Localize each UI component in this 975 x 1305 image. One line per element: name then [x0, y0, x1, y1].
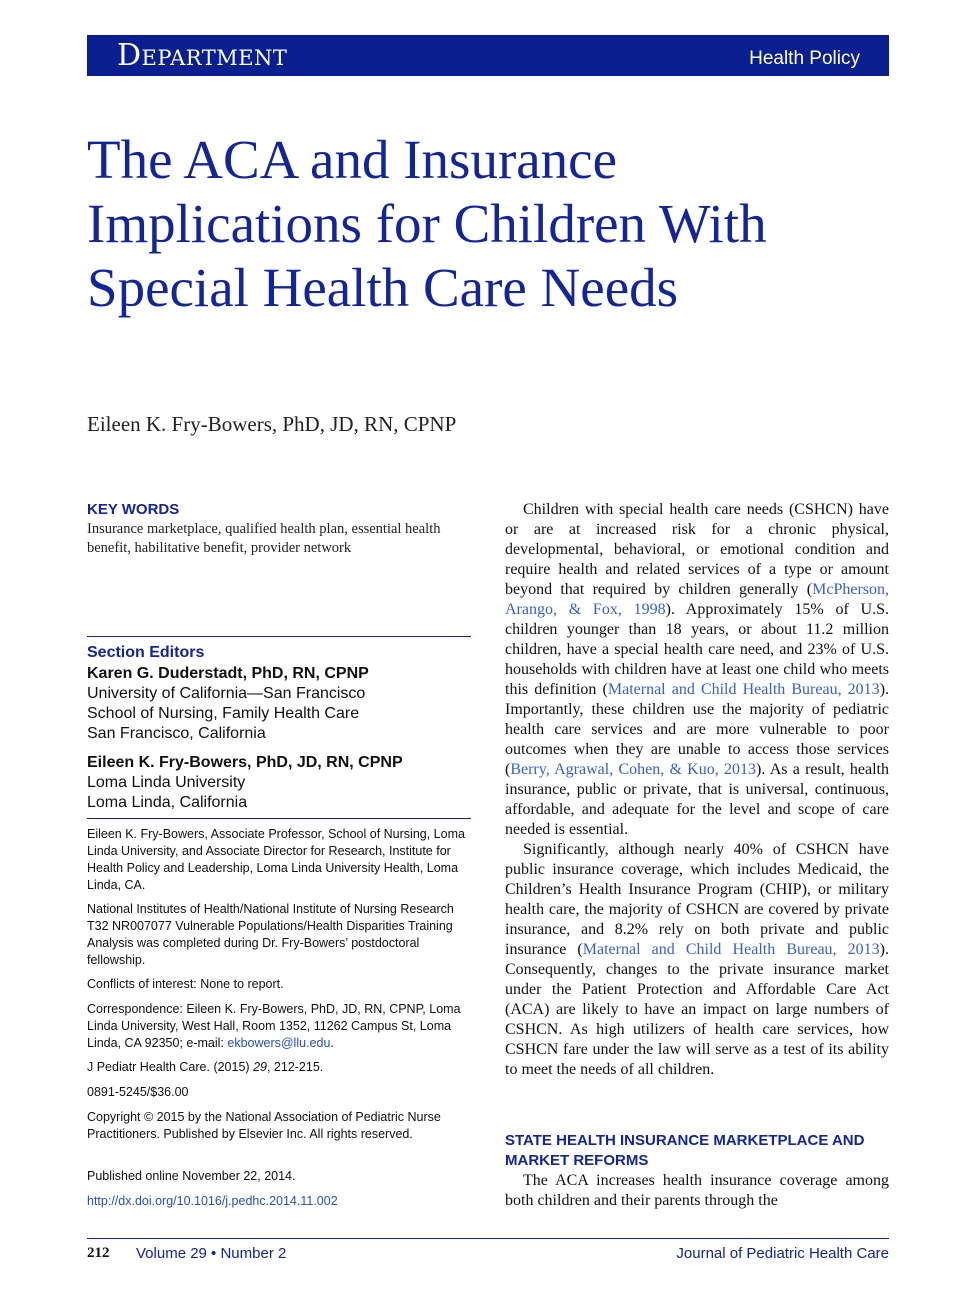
divider	[87, 818, 471, 819]
body-paragraph-3: The ACA increases health insurance coverage among both children and their parents through the	[505, 1172, 889, 1209]
issn-note: 0891-5245/$36.00	[87, 1085, 189, 1099]
citation-note	[87, 1059, 471, 1076]
volume-info: Volume 29 • Number 2	[136, 1245, 287, 1262]
section-label: Health Policy	[749, 48, 860, 69]
editor-1	[87, 664, 471, 744]
citation-prefix: J Pediatr Health Care. (2015)	[87, 1060, 254, 1074]
department-label: Department	[117, 38, 288, 73]
editor-1-affil-3: San Francisco, California	[87, 725, 266, 742]
keywords-text: Insurance marketplace, qualified health plan, essential health benefit, habilitative benefit, provider network	[87, 521, 441, 556]
conflicts-note: Conflicts of interest: None to report.	[87, 977, 284, 991]
body-paragraph-2: Significantly, although nearly 40% of CSHCN have public insurance coverage, which includes Medicaid, the Children’s Health Insurance Program (CHIP), or military health care, the majority of CSHCN are covered by private insurance, and 8.2% rely on both private and public insurance (Maternal and Child Health Bureau, 2013). Consequently, changes to the private insurance market under the Patient Protection and Affordable Care Act (ACA) are likely to have an impact on large numbers of CSHCN. As high utilizers of health care services, how CSHCN fare under the law will serve as a test of its ability to meet the needs of all children.	[505, 841, 889, 1078]
citation-volume: 29	[253, 1060, 267, 1074]
citation-link[interactable]: McPherson, Arango, & Fox, 1998	[505, 581, 889, 618]
editor-1-name: Karen G. Duderstadt, PhD, RN, CPNP	[87, 665, 369, 682]
citation-pages: , 212-215.	[266, 1060, 324, 1074]
editor-2-affil-2: Loma Linda, California	[87, 794, 248, 811]
citation-link[interactable]: Maternal and Child Health Bureau, 2013	[582, 941, 880, 958]
editor-2	[87, 753, 471, 813]
citation-link[interactable]: Berry, Agrawal, Cohen, & Kuo, 2013	[510, 761, 756, 778]
department-banner	[87, 35, 889, 76]
correspondence-text: Correspondence: Eileen K. Fry-Bowers, PhD, JD, RN, CPNP, Loma Linda University, West Hall, Room 1352, 11262 Campus St, Loma Linda, CA 92350; e-mail:	[87, 1002, 461, 1050]
keywords-heading: KEY WORDS	[87, 501, 180, 518]
section-heading: STATE HEALTH INSURANCE MARKETPLACE AND MARKET REFORMS	[505, 1132, 865, 1169]
doi-link[interactable]: http://dx.doi.org/10.1016/j.pedhc.2014.11.002	[87, 1194, 338, 1208]
journal-name: Journal of Pediatric Health Care	[676, 1245, 889, 1262]
body-section	[505, 1171, 889, 1211]
divider	[87, 636, 471, 637]
section-editors-heading: Section Editors	[87, 644, 205, 661]
copyright-note: Copyright © 2015 by the National Association of Pediatric Nurse Practitioners. Published by Elsevier Inc. All rights reserved.	[87, 1110, 441, 1141]
email-link[interactable]: ekbowers@llu.edu	[227, 1036, 331, 1050]
correspondence-note	[87, 1001, 471, 1052]
editor-1-affil-1: University of California—San Francisco	[87, 685, 366, 702]
body-intro	[505, 500, 889, 1080]
funding-note: National Institutes of Health/National Institute of Nursing Research T32 NR007077 Vulnerable Populations/Health Disparities Training Analysis was completed during Dr. Fry-Bowers’ postdoctoral fellowship.	[87, 902, 454, 967]
article-title: The ACA and Insurance Implications for Children With Special Health Care Needs	[87, 129, 767, 318]
page-number: 212	[87, 1245, 110, 1261]
editor-2-affil-1: Loma Linda University	[87, 774, 246, 791]
editor-1-affil-2: School of Nursing, Family Health Care	[87, 705, 360, 722]
author-affiliation-note: Eileen K. Fry-Bowers, Associate Professor, School of Nursing, Loma Linda University, and Associate Director for Research, Institute for Health Policy and Leadership, Loma Linda University Health, Loma Linda, CA.	[87, 827, 465, 892]
article-author: Eileen K. Fry-Bowers, PhD, JD, RN, CPNP	[87, 412, 457, 436]
correspondence-end: .	[330, 1036, 334, 1050]
citation-link[interactable]: Maternal and Child Health Bureau, 2013	[607, 681, 880, 698]
body-paragraph-1: Children with special health care needs (CSHCN) have or are at increased risk for a chronic physical, developmental, behavioral, or emotional condition and require health and related services of a type or amount beyond that required by children generally (McPherson, Arango, & Fox, 1998). Approximately 15% of U.S. children younger than 18 years, or about 11.2 million children, have a special health care need, and 23% of U.S. households with children have at least one child who meets this definition (Maternal and Child Health Bureau, 2013). Importantly, these children use the majority of pediatric health care services and are more vulnerable to poor outcomes when they are unable to access those services (Berry, Agrawal, Cohen, & Kuo, 2013). As a result, health insurance, public or private, that is universal, continuous, affordable, and adequate for the level and scope of care needed is essential.	[505, 501, 890, 838]
published-note: Published online November 22, 2014.	[87, 1169, 296, 1183]
editor-2-name: Eileen K. Fry-Bowers, PhD, JD, RN, CPNP	[87, 754, 403, 771]
footer-divider	[87, 1238, 889, 1239]
